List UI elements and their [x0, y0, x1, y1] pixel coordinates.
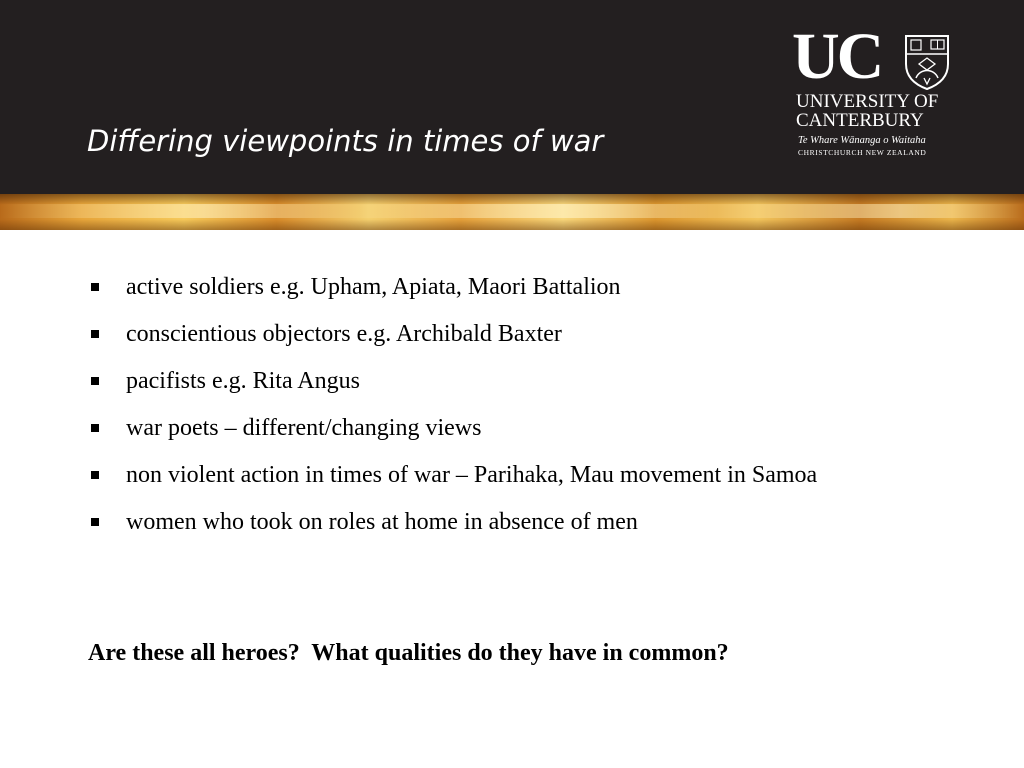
- bullet-item: [88, 458, 888, 493]
- bullet-text: women who took on roles at home in absence of men: [126, 509, 638, 535]
- slide-header: [0, 0, 1024, 194]
- bullet-text: conscientious objectors e.g. Archibald Baxter: [126, 321, 562, 347]
- square-bullet-icon: [91, 424, 99, 432]
- logo-maori-name: Te Whare Wānanga o Waitaha: [798, 135, 926, 146]
- logo-university-of: UNIVERSITY OF: [796, 91, 939, 112]
- bullet-list: [88, 270, 888, 552]
- university-crest-icon: [904, 34, 950, 90]
- bullet-text: non violent action in times of war – Parihaka, Mau movement in Samoa: [126, 462, 818, 488]
- bullet-text: active soldiers e.g. Upham, Apiata, Maori Battalion: [126, 274, 621, 300]
- bullet-item: [88, 505, 888, 540]
- square-bullet-icon: [91, 283, 99, 291]
- square-bullet-icon: [91, 518, 99, 526]
- bullet-text: war poets – different/changing views: [126, 415, 482, 441]
- closing-question: Are these all heroes? What qualities do they have in common?: [88, 640, 729, 666]
- decorative-band-highlights: [0, 204, 1024, 218]
- square-bullet-icon: [91, 330, 99, 338]
- university-logo: [790, 20, 952, 160]
- bullet-item: [88, 270, 888, 305]
- bullet-text: pacifists e.g. Rita Angus: [126, 368, 360, 394]
- square-bullet-icon: [91, 377, 99, 385]
- logo-canterbury: CANTERBURY: [796, 110, 924, 131]
- square-bullet-icon: [91, 471, 99, 479]
- bullet-item: [88, 411, 888, 446]
- bullet-item: [88, 317, 888, 352]
- slide-title: Differing viewpoints in times of war: [87, 124, 604, 158]
- bullet-item: [88, 364, 888, 399]
- logo-mark: UC: [792, 20, 882, 93]
- logo-location: CHRISTCHURCH NEW ZEALAND: [798, 148, 927, 157]
